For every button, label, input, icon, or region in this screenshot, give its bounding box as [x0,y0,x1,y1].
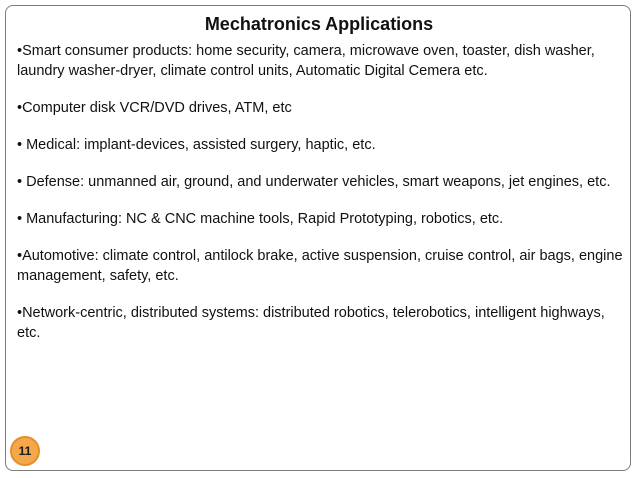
slide-title: Mechatronics Applications [204,14,434,34]
bullet-automotive: •Automotive: climate control, antilock brake, active suspension, cruise control, air bags, engine management, safety, etc. [17,248,623,284]
bullet-medical: • Medical: implant-devices, assisted surgery, haptic, etc. [17,137,376,153]
page-number-badge: 11 [10,436,40,466]
bullet-consumer-products: •Smart consumer products: home security, camera, microwave oven, toaster, dish washer, laundry washer-dryer, climate control units, Automatic Digital Cemera etc. [17,43,595,79]
bullet-network-centric: •Network-centric, distributed systems: distributed robotics, telerobotics, intelligent highways, etc. [17,305,605,341]
bullet-defense: • Defense: unmanned air, ground, and underwater vehicles, smart weapons, jet engines, etc. [17,174,611,190]
bullet-computer-drives: •Computer disk VCR/DVD drives, ATM, etc [17,100,292,116]
bullet-list [17,41,625,360]
bullet-manufacturing: • Manufacturing: NC & CNC machine tools, Rapid Prototyping, robotics, etc. [17,211,504,227]
